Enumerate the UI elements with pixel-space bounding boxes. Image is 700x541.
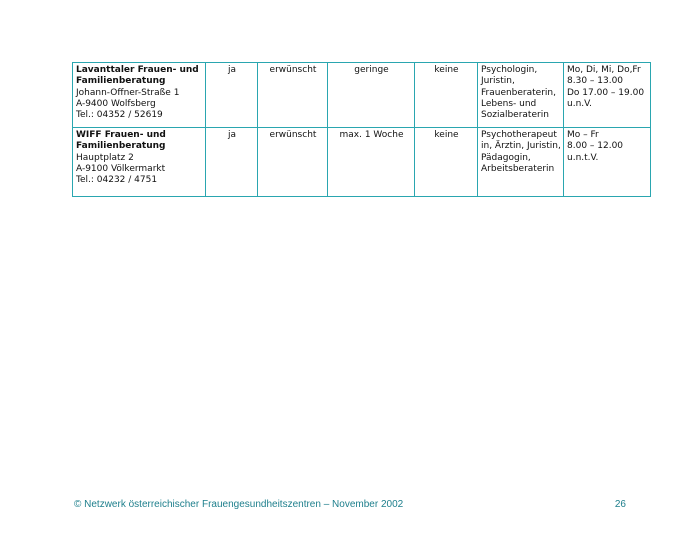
table-row [73,63,651,128]
table-cell: max. 1 Woche [328,128,415,197]
table-cell: geringe [328,63,415,128]
table-cell: keine [415,128,478,197]
organization-name: Lavanttaler Frauen- und Familienberatung [76,65,199,87]
table-row [73,128,651,197]
table-cell: ja [206,63,258,128]
table-cell: ja [206,128,258,197]
postal-city: A-9100 Völkermarkt [76,163,166,174]
staff-cell: Psychotherapeut in, Ärztin, Juristin, Pädagogin, Arbeitsberaterin [478,128,564,197]
counseling-centers-table [72,62,651,197]
organization-name: WIFF Frauen- und Familienberatung [76,130,166,152]
organization-cell [73,63,206,128]
street-address: Johann-Offner-Straße 1 [76,87,180,98]
table-cell: keine [415,63,478,128]
organization-cell [73,128,206,197]
phone-number: Tel.: 04232 / 4751 [76,175,158,186]
page-number: 26 [614,499,626,510]
table-cell: erwünscht [258,128,328,197]
street-address: Hauptplatz 2 [76,152,134,163]
phone-number: Tel.: 04352 / 52619 [76,110,163,121]
copyright-notice: © Netzwerk österreichischer Frauengesundheitszentren – November 2002 [74,499,404,510]
postal-city: A-9400 Wolfsberg [76,98,156,109]
opening-hours-cell: Mo, Di, Mi, Do,Fr 8.30 – 13.00 Do 17.00 – 19.00 u.n.V. [564,63,651,128]
staff-cell: Psychologin, Juristin, Frauenberaterin, Lebens- und Sozialberaterin [478,63,564,128]
table-cell: erwünscht [258,63,328,128]
opening-hours-cell: Mo – Fr 8.00 – 12.00 u.n.t.V. [564,128,651,197]
